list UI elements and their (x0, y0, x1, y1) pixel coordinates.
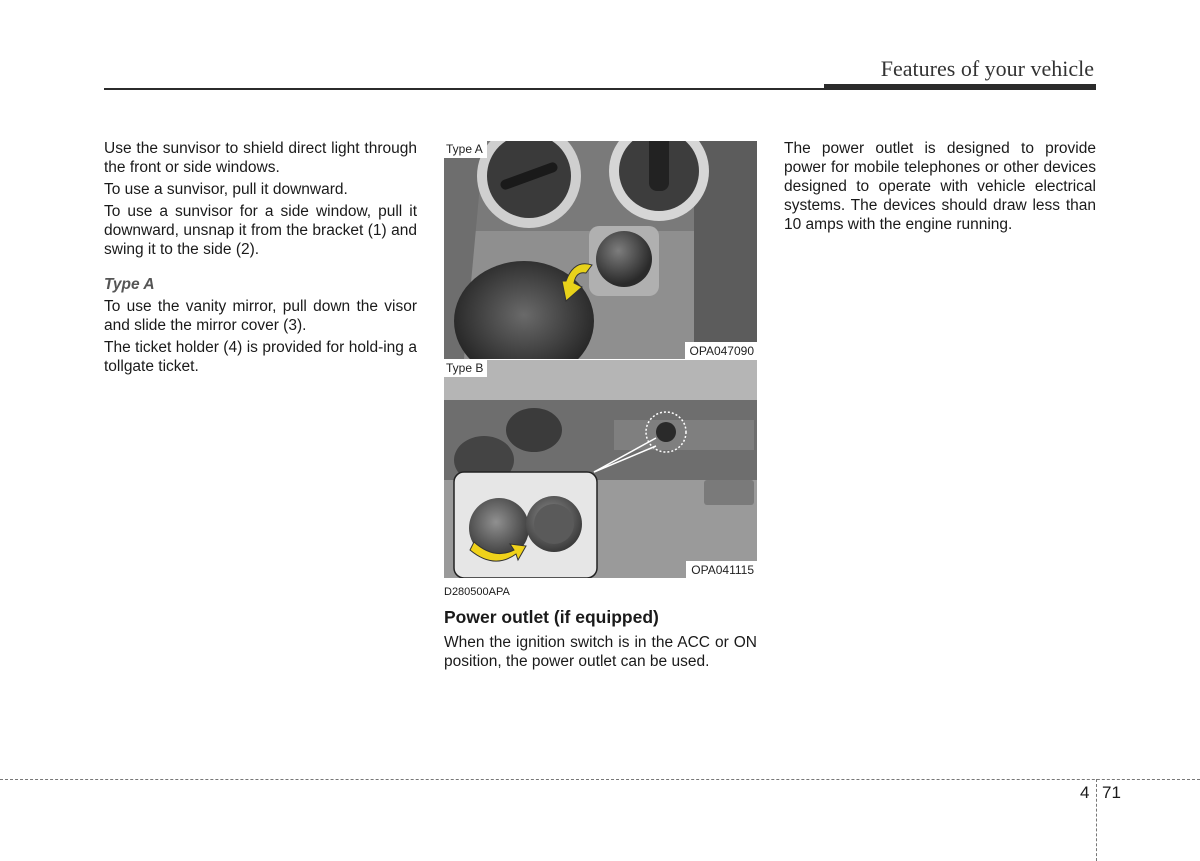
power-outlet-text: When the ignition switch is in the ACC or ON position, the power outlet can be used. (444, 634, 757, 670)
figure-a-label: Type A (444, 141, 487, 158)
sunvisor-side-window: To use a sunvisor for a side window, pull it downward, unsnap it from the bracket (1) and swing it to the side (2). (104, 203, 417, 258)
type-a-subhead: Type A (104, 276, 155, 293)
ticket-holder-text: The ticket holder (4) is provided for hold-ing a tollgate ticket. (104, 339, 417, 375)
footer-vertical-divider (1096, 779, 1097, 861)
power-outlet-photo-a (444, 141, 757, 359)
figure-type-a (444, 141, 757, 359)
header-rule-accent (824, 84, 1096, 90)
power-outlet-title: Power outlet (if equipped) (444, 607, 659, 627)
sunvisor-use: To use a sunvisor, pull it downward. (104, 181, 348, 198)
vanity-mirror-text: To use the vanity mirror, pull down the visor and slide the mirror cover (3). (104, 298, 417, 334)
middle-column (444, 583, 757, 674)
right-column (784, 139, 1096, 237)
figure-b-code: OPA041115 (686, 561, 757, 578)
figure-type-b (444, 360, 757, 578)
figure-a-code: OPA047090 (685, 342, 758, 359)
header-rule (104, 88, 824, 90)
sunvisor-intro: Use the sunvisor to shield direct light through the front or side windows. (104, 140, 417, 176)
left-column (104, 139, 417, 379)
footer-divider (0, 779, 1200, 780)
page-number: 71 (1102, 783, 1121, 802)
figure-b-label: Type B (444, 360, 487, 377)
header-title: Features of your vehicle (880, 56, 1094, 81)
section-code: D280500APA (444, 586, 510, 598)
power-outlet-photo-b (444, 360, 757, 578)
chapter-number: 4 (1080, 783, 1090, 802)
power-outlet-description: The power outlet is designed to provide power for mobile telephones or other devices designed to operate with vehicle electrical systems. The devices should draw less than 10 amps with the engine running. (784, 140, 1096, 233)
